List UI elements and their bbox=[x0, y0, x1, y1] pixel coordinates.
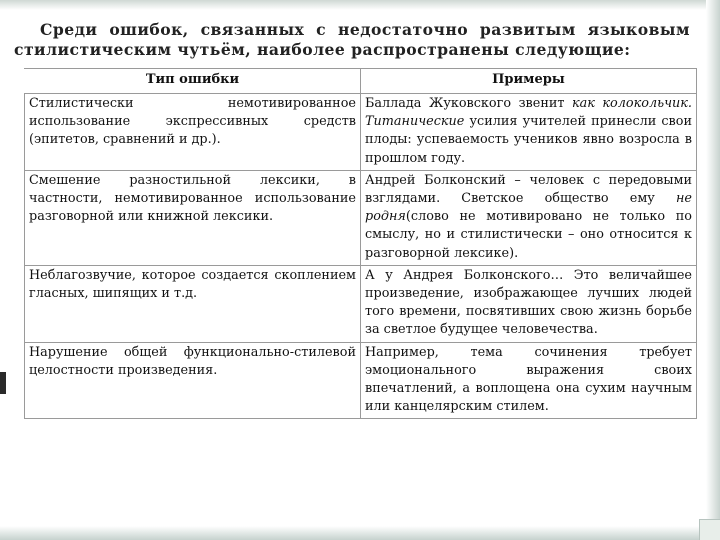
column-header-type: Тип ошибки bbox=[25, 69, 361, 94]
slide-bottom-edge bbox=[0, 526, 720, 540]
table-row bbox=[25, 170, 697, 265]
table-row bbox=[25, 342, 697, 419]
table-header-row bbox=[25, 69, 697, 94]
column-header-examples: Примеры bbox=[361, 69, 697, 94]
example-text: усилия учителей принесли свои плоды: успеваемость учеников явно возросла в прошлом году. bbox=[365, 114, 692, 166]
left-edge-marker bbox=[0, 372, 6, 394]
example-text: Андрей Болконский – человек с передовыми взглядами. Светское общество ему bbox=[365, 172, 692, 207]
corner-ornament bbox=[699, 519, 720, 540]
slide-heading: Среди ошибок, связанных с недостаточно развитым языковым стилистическим чутьём, наиболее распространены следующие: bbox=[14, 20, 690, 59]
example-cell: А у Андрея Болконского… Это величайшее произведение, изображающее лучших людей того времени, посвятивших свою жизнь борьбе за светлое будущее человечества. bbox=[361, 265, 697, 342]
table-row bbox=[25, 94, 697, 171]
example-cell bbox=[361, 170, 697, 265]
example-cell bbox=[361, 94, 697, 171]
error-type-cell: Стилистически немотивированное использование экспрессивных средств (эпитетов, сравнений и др.). bbox=[25, 94, 361, 171]
error-type-cell: Смешение разностильной лексики, в частности, немотивированное использование разговорной или книжной лексики. bbox=[25, 170, 361, 265]
slide-top-edge bbox=[0, 0, 720, 10]
table-row bbox=[25, 265, 697, 342]
example-cell: Например, тема сочинения требует эмоционального выражения своих впечатлений, а воплощена она сухим научным или канцелярским стилем. bbox=[361, 342, 697, 419]
error-types-table bbox=[24, 68, 697, 419]
error-type-cell: Неблагозвучие, которое создается скоплением гласных, шипящих и т.д. bbox=[25, 265, 361, 342]
example-italic-text: как колокольчик. Титанические bbox=[365, 96, 692, 130]
error-type-cell: Нарушение общей функционально-стилевой целостности произведения. bbox=[25, 342, 361, 419]
example-text: Баллада Жуковского звенит bbox=[365, 96, 572, 111]
example-italic-text: не родня bbox=[365, 191, 692, 225]
slide-right-edge bbox=[706, 0, 720, 540]
example-text: (слово не мотивировано не только по смыслу, но и стилистически – оно относится к разговорной лексике). bbox=[365, 209, 692, 261]
